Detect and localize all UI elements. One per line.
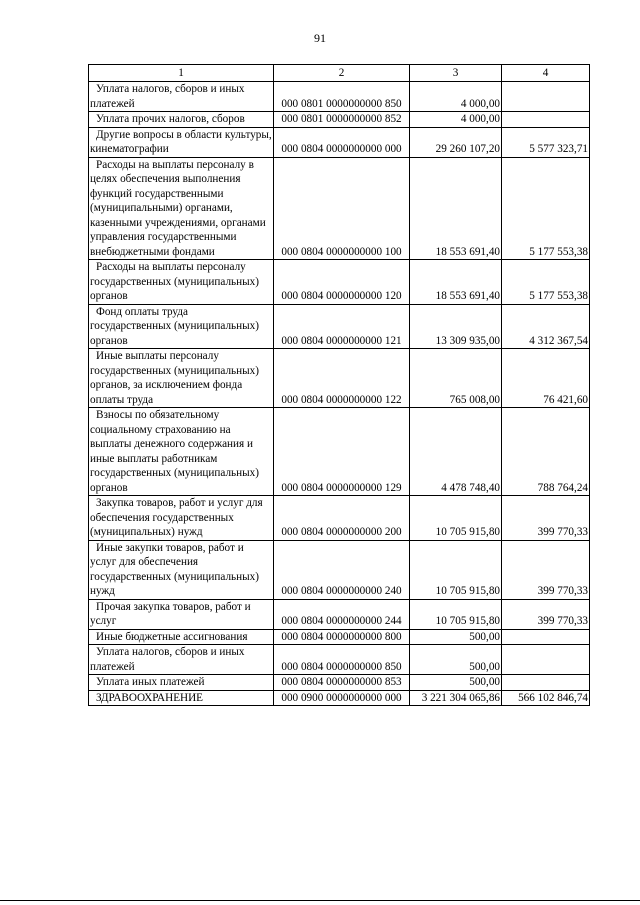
- row-code-cell: [274, 540, 410, 599]
- row-sum-cell: [502, 157, 590, 260]
- column-header: 4: [502, 65, 590, 82]
- row-name-cell: [89, 496, 274, 541]
- row-name-cell: [89, 675, 274, 691]
- row-sum-cell: [410, 675, 502, 691]
- row-code-cell-text: 000 0804 0000000000 100: [281, 245, 402, 258]
- row-sum-cell-text: 399 770,33: [537, 585, 588, 597]
- row-code-cell: [274, 599, 410, 629]
- row-sum-cell-text: 5 177 553,38: [529, 290, 588, 302]
- table-row: [89, 675, 590, 691]
- row-sum-cell-text: 10 705 915,80: [435, 526, 500, 538]
- row-name-cell-text: Расходы на выплаты персоналу государственных (муниципальных) органов: [90, 261, 259, 302]
- row-sum-cell: [410, 408, 502, 496]
- row-sum-cell-text: 13 309 935,00: [435, 334, 500, 347]
- row-sum-cell-text: 76 421,60: [543, 393, 588, 406]
- row-code-cell-text: 000 0801 0000000000 850: [281, 97, 402, 110]
- row-name-cell: [89, 540, 274, 599]
- row-sum-cell: [502, 540, 590, 599]
- table-row: [89, 157, 590, 260]
- row-code-cell-text: 000 0804 0000000000 800: [281, 630, 402, 643]
- row-name-cell-text: Фонд оплаты труда государственных (муниципальных) органов: [90, 305, 259, 347]
- row-sum-cell-text: 500,00: [469, 676, 500, 688]
- row-code-cell-text: 000 0900 0000000000 000: [281, 691, 402, 704]
- row-code-cell: [274, 496, 410, 541]
- row-sum-cell-text: 4 000,00: [460, 113, 500, 125]
- table-row: [89, 690, 590, 706]
- row-sum-cell: [502, 675, 590, 691]
- row-name-cell: [89, 304, 274, 349]
- row-name-cell: [89, 112, 274, 128]
- table-row: [89, 82, 590, 112]
- row-sum-cell: [502, 599, 590, 629]
- row-name-cell: [89, 408, 274, 496]
- row-sum-cell: [410, 629, 502, 645]
- row-sum-cell-text: 500,00: [469, 660, 500, 673]
- row-name-cell: [89, 690, 274, 706]
- row-sum-cell: [502, 408, 590, 496]
- row-sum-cell: [410, 349, 502, 408]
- row-code-cell: [274, 260, 410, 305]
- table-header-row: [89, 65, 590, 82]
- row-code-cell-text: 000 0804 0000000000 000: [281, 143, 402, 155]
- table-row: [89, 260, 590, 305]
- row-name-cell: [89, 157, 274, 260]
- row-name-cell-text: Уплата прочих налогов, сборов: [96, 113, 245, 125]
- table-row: [89, 349, 590, 408]
- row-code-cell: [274, 157, 410, 260]
- row-sum-cell: [502, 260, 590, 305]
- row-code-cell: [274, 629, 410, 645]
- row-sum-cell: [410, 260, 502, 305]
- column-header: 1: [89, 65, 274, 82]
- row-code-cell-text: 000 0804 0000000000 850: [281, 660, 402, 673]
- row-code-cell: [274, 82, 410, 112]
- budget-table: [88, 64, 590, 706]
- row-name-cell-text: Уплата иных платежей: [96, 676, 205, 688]
- row-code-cell-text: 000 0804 0000000000 129: [281, 481, 402, 494]
- row-name-cell-text: Иные бюджетные ассигнования: [96, 630, 248, 643]
- row-name-cell: [89, 629, 274, 645]
- row-sum-cell: [502, 127, 590, 157]
- table-row: [89, 408, 590, 496]
- row-name-cell: [89, 645, 274, 675]
- row-code-cell-text: 000 0804 0000000000 853: [281, 676, 402, 688]
- row-sum-cell: [410, 112, 502, 128]
- row-sum-cell: [502, 645, 590, 675]
- row-name-cell-text: Иные выплаты персоналу государственных (муниципальных) органов, за исключением фонда оплаты труда: [90, 350, 259, 406]
- row-name-cell-text: Расходы на выплаты персоналу в целях обеспечения выполнения функций государственными (муниципальными) органами, казенными учреждениями, органами управления государственными внебюджетными фондами: [90, 158, 266, 258]
- row-sum-cell-text: 399 770,33: [537, 615, 588, 627]
- table-row: [89, 540, 590, 599]
- row-sum-cell-text: 500,00: [469, 630, 500, 643]
- row-code-cell-text: 000 0801 0000000000 852: [281, 113, 402, 125]
- row-sum-cell: [410, 304, 502, 349]
- row-sum-cell-text: 4 000,00: [460, 97, 500, 110]
- table-row: [89, 304, 590, 349]
- row-sum-cell-text: 10 705 915,80: [435, 585, 500, 597]
- row-sum-cell: [410, 496, 502, 541]
- row-name-cell: [89, 599, 274, 629]
- row-name-cell: [89, 349, 274, 408]
- row-code-cell-text: 000 0804 0000000000 120: [281, 290, 402, 302]
- row-sum-cell: [410, 540, 502, 599]
- row-name-cell-text: ЗДРАВООХРАНЕНИЕ: [96, 691, 204, 704]
- row-sum-cell-text: 10 705 915,80: [435, 615, 500, 627]
- row-code-cell-text: 000 0804 0000000000 200: [281, 526, 402, 538]
- row-sum-cell-text: 788 764,24: [537, 481, 588, 494]
- row-code-cell: [274, 304, 410, 349]
- row-sum-cell-text: 566 102 846,74: [518, 691, 588, 704]
- table-row: [89, 112, 590, 128]
- row-sum-cell-text: 4 312 367,54: [529, 334, 588, 347]
- column-header: 3: [410, 65, 502, 82]
- table-row: [89, 645, 590, 675]
- row-sum-cell: [410, 690, 502, 706]
- row-sum-cell: [502, 82, 590, 112]
- row-sum-cell-text: 765 008,00: [449, 393, 500, 406]
- row-sum-cell-text: 5 177 553,38: [529, 245, 588, 258]
- row-code-cell: [274, 645, 410, 675]
- row-name-cell-text: Уплата налогов, сборов и иных платежей: [90, 646, 245, 673]
- row-code-cell: [274, 112, 410, 128]
- row-sum-cell-text: 5 577 323,71: [529, 143, 588, 155]
- row-sum-cell: [410, 127, 502, 157]
- table-row: [89, 599, 590, 629]
- row-code-cell: [274, 127, 410, 157]
- row-sum-cell: [502, 496, 590, 541]
- row-code-cell: [274, 690, 410, 706]
- row-sum-cell-text: 18 553 691,40: [435, 290, 500, 302]
- row-sum-cell: [502, 349, 590, 408]
- row-name-cell-text: Иные закупки товаров, работ и услуг для обеспечения государственных (муниципальных) нужд: [90, 541, 259, 597]
- row-sum-cell-text: 399 770,33: [537, 526, 588, 538]
- column-header: 2: [274, 65, 410, 82]
- row-name-cell: [89, 127, 274, 157]
- row-code-cell-text: 000 0804 0000000000 121: [281, 334, 402, 347]
- row-code-cell: [274, 349, 410, 408]
- row-name-cell-text: Другие вопросы в области культуры, кинематографии: [90, 128, 272, 155]
- row-sum-cell-text: 4 478 748,40: [441, 481, 500, 494]
- row-name-cell-text: Прочая закупка товаров, работ и услуг: [90, 600, 251, 627]
- table-row: [89, 629, 590, 645]
- row-code-cell: [274, 675, 410, 691]
- row-sum-cell-text: 29 260 107,20: [435, 143, 500, 155]
- row-name-cell: [89, 82, 274, 112]
- row-code-cell: [274, 408, 410, 496]
- row-sum-cell-text: 18 553 691,40: [435, 245, 500, 258]
- row-name-cell-text: Взносы по обязательному социальному страхованию на выплаты денежного содержания и иные выплаты работникам государственных (муниципальных) органов: [90, 409, 259, 494]
- row-name-cell-text: Закупка товаров, работ и услуг для обеспечения государственных (муниципальных) нужд: [90, 497, 263, 538]
- page-number: 91: [314, 31, 326, 45]
- row-name-cell-text: Уплата налогов, сборов и иных платежей: [90, 83, 245, 110]
- row-sum-cell: [410, 157, 502, 260]
- row-code-cell-text: 000 0804 0000000000 122: [281, 393, 402, 406]
- row-code-cell-text: 000 0804 0000000000 240: [281, 585, 402, 597]
- row-code-cell-text: 000 0804 0000000000 244: [281, 615, 402, 627]
- row-sum-cell: [410, 82, 502, 112]
- row-sum-cell: [410, 599, 502, 629]
- row-sum-cell: [502, 112, 590, 128]
- table-row: [89, 496, 590, 541]
- row-sum-cell: [410, 645, 502, 675]
- row-sum-cell-text: 3 221 304 065,86: [421, 691, 500, 704]
- row-name-cell: [89, 260, 274, 305]
- row-sum-cell: [502, 629, 590, 645]
- row-sum-cell: [502, 690, 590, 706]
- table-row: [89, 127, 590, 157]
- row-sum-cell: [502, 304, 590, 349]
- page-bottom-rule: [0, 900, 640, 901]
